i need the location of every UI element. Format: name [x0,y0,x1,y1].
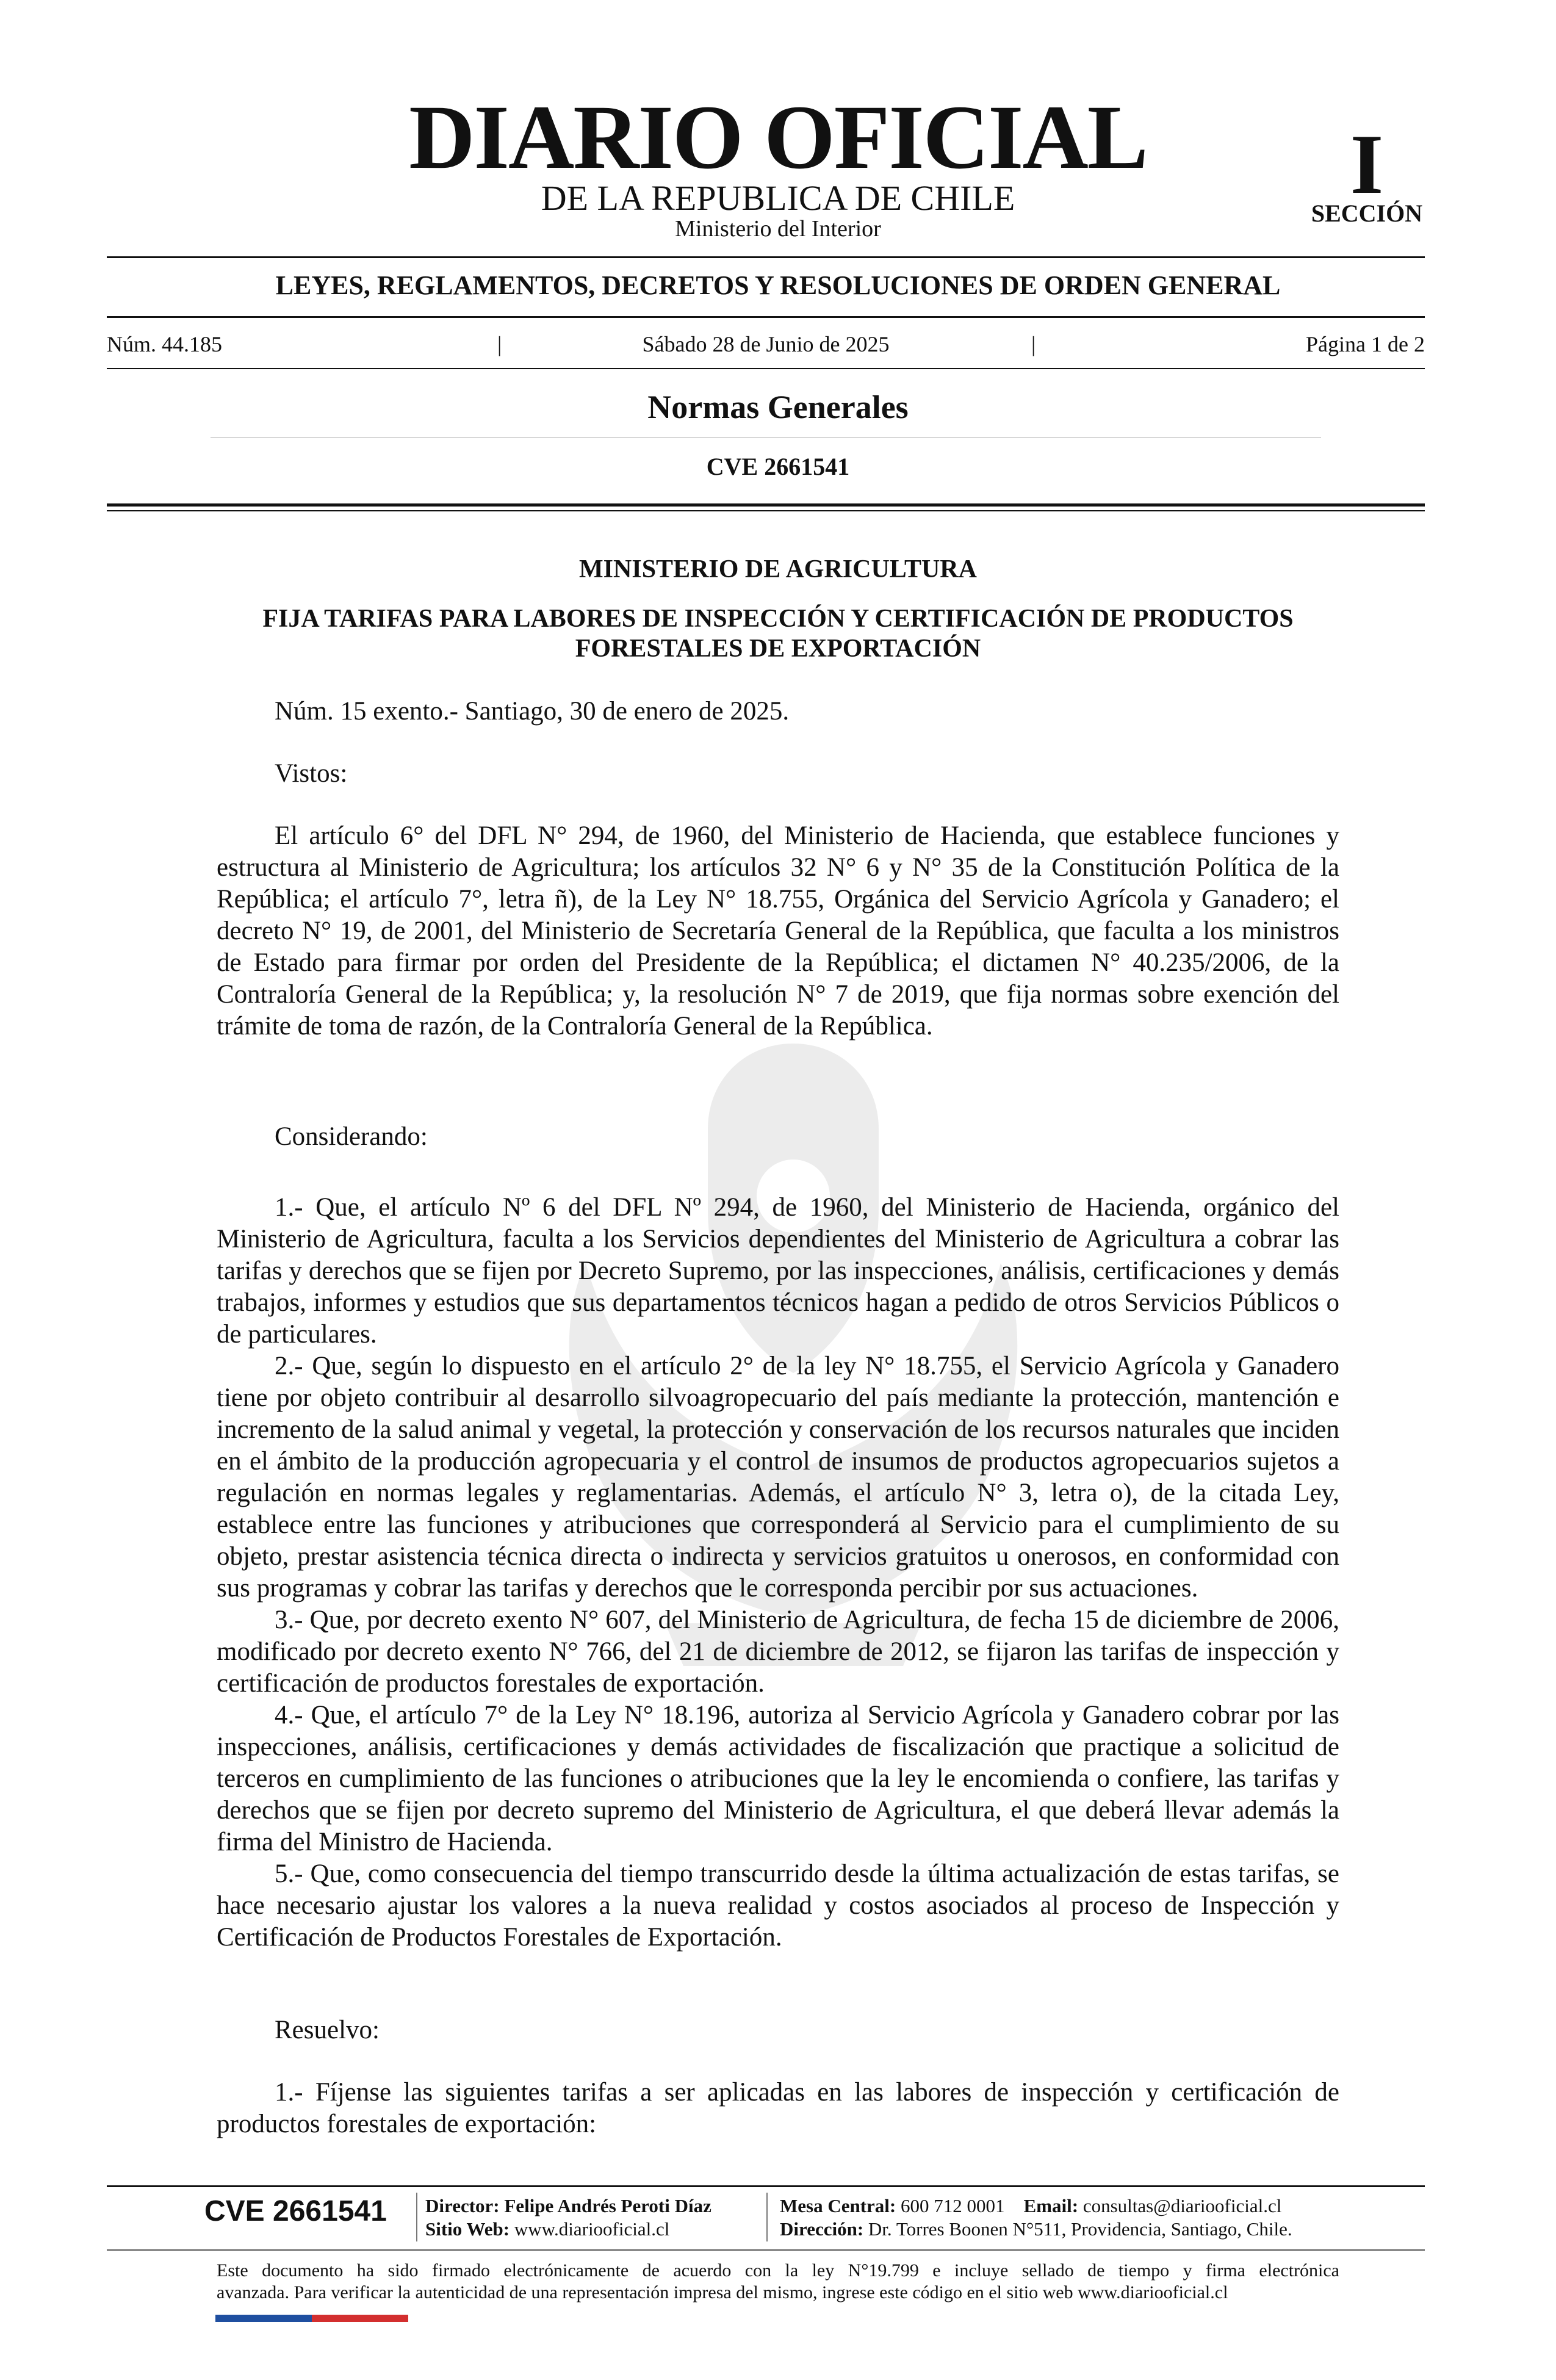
page-indicator: Página 1 de 2 [1306,332,1425,356]
issue-date: Sábado 28 de Junio de 2025 [642,332,890,356]
website-link[interactable]: www.diariooficial.cl [514,2218,670,2240]
divider [107,503,1425,507]
footer-contact [780,2194,1281,2218]
resuelvo-paragraph: 1.- Fíjense las siguientes tarifas a ser aplicadas en las labores de inspección y certificación de productos forestales de exportación: [217,2078,1339,2138]
email-label: Email: [1023,2195,1079,2216]
footer-separator [416,2193,417,2241]
ministry-heading: MINISTERIO DE AGRICULTURA [579,555,977,583]
considerando-item: 3.- Que, por decreto exento N° 607, del Ministerio de Agricultura, de fecha 15 de diciembre de 2006, modificado por decreto exento N° 766, del 21 de diciembre de 2012, se fijaron las tarifas de inspección y certificación de productos forestales de exportación. [217,1606,1339,1698]
resuelvo-label: Resuelvo: [275,2016,380,2044]
considerando-item: 2.- Que, según lo dispuesto en el artículo 2° de la ley N° 18.755, el Servicio Agrícola y Ganadero tiene por objeto contribuir al desarrollo silvoagropecuario del país mediante la protección, mantención e incremento de la salud animal y vegetal, la protección y conservación de los recursos naturales que inciden en el ámbito de la producción agropecuaria y el control de insumos de productos agropecuarios sujetos a regulación en normas legales y reglamentarias. Además, el artículo N° 3, letra o), de la citada Ley, establece entre las funciones y atribuciones que corresponderá al Servicio para el cumplimiento de su objeto, prestar asistencia técnica directa o indirecta y servicios gratuitos u onerosos, en conformidad con sus programas y cobrar las tarifas y derechos que le corresponda percibir por sus actuaciones. [217,1352,1339,1603]
mesa-phone: 600 712 0001 [901,2195,1005,2216]
footer-divider [107,2185,1425,2187]
section-number: I [1350,117,1384,212]
divider [107,316,1425,318]
document-title-text: FIJA TARIFAS PARA LABORES DE INSPECCIÓN Y CERTIFICACIÓN DE PRODUCTOS FORESTALES DE EXPORTACIÓN [262,605,1294,663]
footer-divider [107,2249,1425,2251]
footer-separator [766,2193,768,2241]
section-label: SECCIÓN [1311,200,1423,227]
footer-cve-code: CVE 2661541 [204,2195,387,2227]
legal-line: Este documento ha sido firmado electrónicamente de acuerdo con la ley N°19.799 e incluye sellado de tiempo y firma electrónica [217,2260,1339,2281]
divider [107,510,1425,511]
considerando-label: Considerando: [275,1122,428,1151]
director-label: Director: [425,2195,500,2216]
masthead-ministry: Ministerio del Interior [675,216,881,242]
footer-address [780,2218,1292,2241]
legal-line: avanzada. Para verificar la autenticidad de una representación impresa del mismo, ingrese este código en el sitio web www.diariooficial.cl [217,2282,1228,2302]
decree-number: Núm. 15 exento.- Santiago, 30 de enero de 2025. [275,697,790,726]
footer-legal-notice [217,2260,1339,2304]
considerando-item: 4.- Que, el artículo 7° de la Ley N° 18.196, autoriza al Servicio Agrícola y Ganadero cobrar por las inspecciones, análisis, certificaciones y demás actividades de fiscalización que practique a solicitud de terceros en cumplimiento de las funciones o atribuciones que la ley le encomienda o confiere, las tarifas y derechos que se fijen por decreto supremo del Ministerio de Agricultura, el que deberá llevar además la firma del Ministro de Hacienda. [217,1701,1339,1856]
vistos-paragraph: El artículo 6° del DFL N° 294, de 1960, del Ministerio de Hacienda, que establece funciones y estructura al Ministerio de Agricultura; los artículos 32 N° 6 y N° 35 de la Constitución Política de la República; el artículo 7°, letra ñ), de la Ley N° 18.755, Orgánica del Servicio Agrícola y Ganadero; el decreto N° 19, de 2001, del Ministerio de Secretaría General de la República, que faculta a los ministros de Estado para firmar por orden del Presidente de la República; el dictamen N° 40.235/2006, de la Contraloría General de la República; y, la resolución N° 7 de 2019, que fija normas sobre exención del trámite de toma de razón, de la Contraloría General de la República. [217,821,1339,1040]
director-name: Felipe Andrés Peroti Díaz [504,2195,711,2216]
flag-stripe [215,2315,408,2322]
meta-separator: | [497,332,502,356]
flag-stripe-red [312,2315,408,2322]
considerando-list [217,1192,1339,1953]
direccion-label: Dirección: [780,2218,864,2240]
considerando-item: 1.- Que, el artículo Nº 6 del DFL Nº 294, de 1960, del Ministerio de Hacienda, orgánico del Ministerio de Agricultura, faculta a los Servicios dependientes del Ministerio de Agricultura a cobrar las tarifas y derechos que se fijen por Decreto Supremo, por las inspecciones, análisis, certificaciones y demás trabajos, informes y estudios que sus departamentos técnicos hagan a pedido de otros Servicios Públicos o de particulares. [217,1193,1339,1349]
footer-director [425,2194,711,2218]
cve-code: CVE 2661541 [706,453,850,480]
website-label: Sitio Web: [425,2218,510,2240]
direccion-value: Dr. Torres Boonen N°511, Providencia, Santiago, Chile. [868,2218,1292,2240]
document-title [0,604,1556,664]
masthead-title: DIARIO OFICIAL [409,87,1147,188]
considerando-item: 5.- Que, como consecuencia del tiempo transcurrido desde la última actualización de estas tarifas, se hace necesario ajustar los valores a la nueva realidad y costos asociados al proceso de Inspección y Certificación de Productos Forestales de Exportación. [217,1859,1339,1952]
email-link[interactable]: consultas@diariooficial.cl [1082,2195,1282,2216]
flag-stripe-blue [215,2315,312,2322]
meta-separator: | [1031,332,1036,356]
divider [107,368,1425,369]
divider [211,437,1321,438]
divider [107,256,1425,258]
vistos-label: Vistos: [275,759,348,788]
section-heading: Normas Generales [647,389,909,425]
footer-website [425,2218,669,2241]
mesa-label: Mesa Central: [780,2195,896,2216]
issue-number: Núm. 44.185 [107,332,222,356]
masthead-subtitle: DE LA REPUBLICA DE CHILE [541,178,1015,218]
category-heading: LEYES, REGLAMENTOS, DECRETOS Y RESOLUCIONES DE ORDEN GENERAL [275,270,1281,300]
